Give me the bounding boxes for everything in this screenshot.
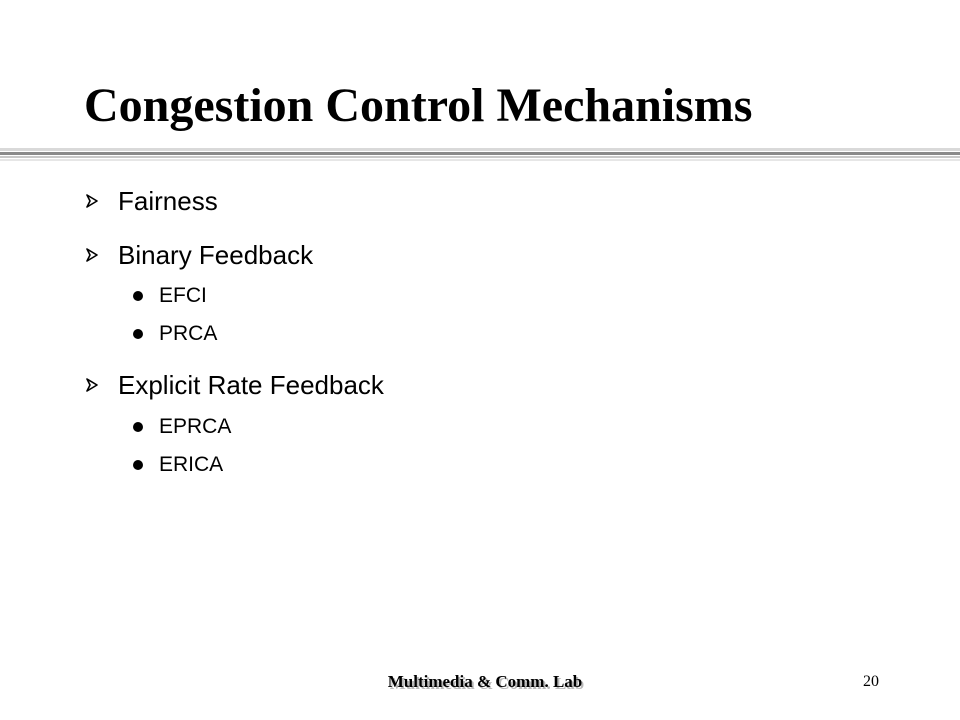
arrowhead-bullet-icon	[86, 248, 118, 262]
bullet-text: Explicit Rate Feedback	[118, 370, 384, 400]
sub-bullet-item	[132, 414, 231, 440]
round-dot-bullet-icon	[133, 329, 143, 339]
sub-bullet-text: EFCI	[159, 284, 207, 307]
round-dot-bullet-icon	[133, 422, 143, 432]
bullet-text: Binary Feedback	[118, 240, 314, 270]
arrowhead-bullet-icon	[86, 378, 118, 392]
round-dot-bullet-icon	[133, 291, 143, 301]
sub-bullet-text: PRCA	[159, 322, 218, 345]
round-dot-bullet-icon	[133, 460, 143, 470]
arrowhead-bullet-icon	[86, 194, 118, 208]
bullet-item	[86, 184, 218, 218]
sub-bullet-text: EPRCA	[159, 415, 232, 438]
bullet-item	[86, 368, 384, 402]
sub-bullet-item	[132, 283, 207, 309]
sub-bullet-item	[132, 321, 217, 347]
sub-bullet-item	[132, 452, 223, 478]
bullet-text: Fairness	[118, 186, 218, 216]
page-number: 20	[863, 673, 879, 690]
slide-title: Congestion Control Mechanisms	[84, 79, 753, 132]
sub-bullet-text: ERICA	[159, 453, 224, 476]
footer-lab-name: Multimedia & Comm. Lab	[387, 672, 583, 691]
bullet-item	[86, 238, 313, 272]
